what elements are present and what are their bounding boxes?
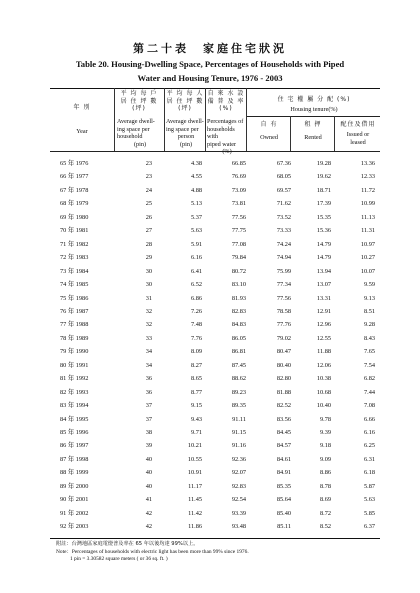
table-title-english-line-1: Table 20. Housing-Dwelling Space, Percentages of Households with Piped [75, 59, 345, 69]
cell-owned: 73.33 [276, 227, 291, 235]
cell-piped-water: 77.08 [231, 240, 246, 248]
cell-household-space: 32 [145, 321, 152, 329]
cell-year: 68 年 1979 [60, 200, 89, 208]
cell-person-space: 11.45 [188, 496, 202, 504]
cell-piped-water: 83.10 [231, 281, 246, 289]
cell-piped-water: 93.39 [231, 509, 246, 517]
cell-person-space: 6.52 [190, 281, 202, 289]
cell-rented: 12.91 [316, 307, 331, 315]
cell-piped-water: 91.16 [231, 442, 246, 450]
cell-rented: 17.39 [316, 200, 331, 208]
table-title-english [40, 57, 380, 85]
cell-person-space: 9.43 [190, 415, 202, 423]
cell-person-space: 11.17 [188, 482, 202, 490]
cell-issued: 6.31 [363, 455, 375, 463]
cell-household-space: 25 [145, 200, 152, 208]
cell-piped-water: 92.36 [231, 455, 246, 463]
table-row [50, 345, 380, 358]
header-piped-water-zh: 自 來 水 設 備 普 及 率 (%) [207, 90, 245, 113]
table-row [50, 197, 380, 210]
cell-piped-water: 79.84 [231, 254, 246, 262]
cell-issued: 7.44 [363, 388, 375, 396]
cell-issued: 9.59 [363, 281, 375, 289]
cell-rented: 10.38 [316, 375, 331, 383]
table-row [50, 453, 380, 466]
cell-rented: 13.07 [316, 281, 331, 289]
cell-piped-water: 88.62 [231, 375, 246, 383]
table-row [50, 211, 380, 224]
cell-household-space: 23 [145, 173, 152, 181]
header-person-space-en: Average dwell- ing space per person (pin) [166, 118, 204, 148]
cell-person-space: 5.37 [190, 213, 202, 221]
cell-person-space: 5.13 [190, 200, 202, 208]
cell-person-space: 5.91 [190, 240, 202, 248]
cell-owned: 84.61 [276, 455, 291, 463]
header-divider [290, 116, 291, 151]
cell-year: 74 年 1985 [60, 281, 89, 289]
cell-piped-water: 86.81 [231, 348, 246, 356]
table-row [50, 238, 380, 251]
cell-person-space: 4.55 [190, 173, 202, 181]
table-row [50, 466, 380, 479]
cell-rented: 9.39 [319, 429, 331, 436]
cell-rented: 12.06 [316, 361, 331, 369]
cell-person-space: 6.41 [190, 267, 202, 275]
cell-owned: 67.36 [276, 160, 291, 167]
cell-rented: 12.96 [316, 321, 331, 329]
cell-year: 76 年 1987 [60, 307, 89, 315]
table-row [50, 399, 380, 412]
cell-year: 91 年 2002 [60, 509, 89, 517]
header-owned-zh: 自 有 [260, 121, 278, 128]
cell-person-space: 6.86 [190, 294, 202, 302]
cell-household-space: 30 [145, 281, 152, 289]
cell-piped-water: 92.07 [231, 469, 246, 477]
table-row [50, 480, 380, 493]
cell-issued: 5.87 [363, 482, 375, 490]
cell-household-space: 38 [145, 429, 152, 436]
cell-year: 81 年 1992 [60, 375, 89, 383]
cell-household-space: 34 [145, 361, 152, 369]
header-year-zh: 年 別 [73, 104, 91, 111]
cell-year: 88 年 1999 [60, 469, 89, 477]
cell-piped-water: 73.81 [231, 200, 246, 208]
cell-person-space: 7.26 [190, 307, 202, 315]
cell-year: 67 年 1978 [60, 186, 89, 194]
cell-household-space: 37 [145, 415, 152, 423]
header-household-space-en: Average dwell- ing space per household (pin) [117, 118, 155, 148]
cell-piped-water: 77.75 [231, 227, 246, 235]
cell-year: 85 年 1996 [60, 429, 89, 436]
header-rented-zh: 租 押 [304, 121, 322, 128]
cell-year: 92 年 2003 [60, 523, 89, 531]
header-tenure-zh: 住 宅 權 屬 分 配 (%) [277, 96, 351, 103]
cell-rented: 9.78 [319, 415, 331, 423]
cell-year: 83 年 1994 [60, 402, 89, 410]
cell-person-space: 9.71 [190, 429, 202, 436]
cell-household-space: 40 [145, 482, 152, 490]
cell-rented: 18.71 [316, 186, 331, 194]
cell-owned: 83.56 [276, 415, 291, 423]
cell-piped-water: 81.93 [231, 294, 246, 302]
table-row [50, 292, 380, 305]
table-title-english-line-2: Water and Housing Tenure, 1976 - 2003 [137, 73, 283, 83]
cell-person-space: 8.09 [190, 348, 202, 356]
table-row [50, 359, 380, 372]
cell-issued: 9.28 [363, 321, 375, 329]
cell-person-space: 11.86 [188, 523, 202, 531]
cell-household-space: 28 [145, 240, 152, 248]
cell-owned: 74.24 [276, 240, 291, 248]
table-row [50, 493, 380, 506]
cell-issued: 10.99 [360, 200, 375, 208]
cell-piped-water: 80.72 [231, 267, 246, 275]
cell-owned: 68.05 [276, 173, 291, 181]
cell-year: 89 年 2000 [60, 482, 89, 490]
cell-issued: 6.16 [363, 429, 375, 436]
cell-year: 65 年 1976 [60, 160, 89, 167]
cell-piped-water: 87.45 [231, 361, 246, 369]
cell-piped-water: 92.83 [231, 482, 246, 490]
header-person-space-zh: 平 均 每 人 居 住 坪 數 (坪) [166, 90, 204, 113]
cell-owned: 71.62 [276, 200, 291, 208]
cell-rented: 9.09 [319, 455, 331, 463]
cell-household-space: 30 [145, 267, 152, 275]
header-issued-zh: 配住及借用 [340, 121, 376, 128]
cell-owned: 82.52 [276, 402, 291, 410]
cell-owned: 81.88 [276, 388, 291, 396]
cell-person-space: 10.21 [187, 442, 202, 450]
cell-person-space: 4.38 [190, 160, 202, 167]
cell-person-space: 5.63 [190, 227, 202, 235]
cell-year: 69 年 1980 [60, 213, 89, 221]
cell-issued: 5.85 [363, 509, 375, 517]
cell-piped-water: 76.69 [231, 173, 246, 181]
cell-household-space: 34 [145, 348, 152, 356]
cell-issued: 11.72 [361, 186, 375, 194]
table-row [50, 278, 380, 291]
cell-household-space: 23 [145, 160, 152, 167]
cell-household-space: 33 [145, 334, 152, 342]
cell-year: 79 年 1990 [60, 348, 89, 356]
table-row [50, 305, 380, 318]
cell-owned: 85.64 [276, 496, 291, 504]
cell-year: 72 年 1983 [60, 254, 89, 262]
cell-issued: 5.63 [363, 496, 375, 504]
cell-owned: 84.57 [276, 442, 291, 450]
cell-issued: 6.25 [363, 442, 375, 450]
table-row [50, 413, 380, 426]
table-bottom-rule [50, 538, 380, 539]
cell-owned: 85.11 [277, 523, 291, 531]
header-divider [114, 88, 115, 151]
cell-rented: 8.72 [319, 509, 331, 517]
cell-rented: 13.31 [316, 294, 331, 302]
table-row [50, 386, 380, 399]
cell-rented: 10.68 [316, 388, 331, 396]
cell-issued: 7.08 [363, 402, 375, 410]
cell-household-space: 42 [145, 509, 152, 517]
header-tenure-en: Housing tenure(%) [290, 106, 338, 113]
cell-year: 82 年 1993 [60, 388, 89, 396]
cell-year: 86 年 1997 [60, 442, 89, 450]
table-row [50, 184, 380, 197]
cell-person-space: 7.76 [190, 334, 202, 342]
cell-owned: 69.57 [276, 186, 291, 194]
cell-issued: 7.54 [363, 361, 375, 369]
cell-rented: 12.55 [316, 334, 331, 342]
header-year-en: Year [76, 128, 88, 135]
tenure-subheader-rule [246, 116, 380, 117]
cell-person-space: 10.55 [187, 455, 202, 463]
table-row [50, 439, 380, 452]
cell-rented: 8.78 [319, 482, 331, 490]
cell-piped-water: 91.11 [232, 415, 246, 423]
note-chinese: 附註：台灣地區家庭電燈普及率在 65 年以後均達 99%以上。 [56, 541, 199, 547]
cell-household-space: 26 [145, 213, 152, 221]
cell-person-space: 6.16 [190, 254, 202, 262]
cell-issued: 11.13 [361, 213, 375, 221]
cell-issued: 7.65 [363, 348, 375, 356]
cell-year: 78 年 1989 [60, 334, 89, 342]
cell-year: 73 年 1984 [60, 267, 89, 275]
cell-owned: 85.40 [276, 509, 291, 517]
header-piped-water-en: Percentages of households with piped water (%) [207, 118, 244, 156]
cell-rented: 8.86 [319, 469, 331, 477]
cell-person-space: 8.65 [190, 375, 202, 383]
cell-rented: 8.69 [319, 496, 331, 504]
cell-issued: 6.18 [363, 469, 375, 477]
cell-owned: 85.35 [276, 482, 291, 490]
cell-household-space: 37 [145, 402, 152, 410]
cell-issued: 10.27 [360, 254, 375, 262]
cell-owned: 84.91 [276, 469, 291, 477]
table-row [50, 520, 380, 533]
cell-year: 66 年 1977 [60, 173, 89, 181]
cell-household-space: 27 [145, 227, 152, 235]
cell-owned: 77.34 [276, 281, 291, 289]
cell-year: 90 年 2001 [60, 496, 89, 504]
cell-year: 71 年 1982 [60, 240, 89, 248]
table-top-rule [50, 88, 380, 89]
table-row [50, 318, 380, 331]
cell-piped-water: 89.35 [231, 402, 246, 410]
cell-rented: 14.79 [316, 240, 331, 248]
cell-piped-water: 92.54 [231, 496, 246, 504]
cell-year: 70 年 1981 [60, 227, 89, 235]
table-row [50, 265, 380, 278]
cell-person-space: 8.77 [190, 388, 202, 396]
cell-issued: 6.82 [363, 375, 375, 383]
cell-owned: 79.02 [276, 334, 291, 342]
table-title-chinese: 第二十表 家庭住宅狀況 [133, 42, 287, 55]
cell-household-space: 32 [145, 307, 152, 315]
header-divider [164, 88, 165, 151]
header-rented-en: Rented [304, 134, 322, 141]
cell-issued: 13.36 [360, 160, 375, 167]
cell-issued: 9.13 [363, 294, 375, 302]
cell-rented: 10.40 [316, 402, 331, 410]
cell-rented: 19.28 [316, 160, 331, 167]
cell-household-space: 40 [145, 469, 152, 477]
cell-issued: 8.51 [363, 307, 375, 315]
cell-person-space: 8.27 [190, 361, 202, 369]
cell-piped-water: 82.83 [231, 307, 246, 315]
cell-issued: 10.07 [360, 267, 375, 275]
cell-owned: 78.58 [276, 307, 291, 315]
cell-household-space: 36 [145, 388, 152, 396]
cell-owned: 80.47 [276, 348, 291, 356]
cell-household-space: 42 [145, 523, 152, 531]
table-row [50, 251, 380, 264]
cell-rented: 9.18 [319, 442, 331, 450]
cell-household-space: 41 [145, 496, 152, 504]
cell-household-space: 31 [145, 294, 152, 302]
cell-issued: 6.37 [363, 523, 375, 531]
cell-rented: 11.88 [317, 348, 331, 356]
cell-rented: 14.79 [316, 254, 331, 262]
cell-year: 77 年 1988 [60, 321, 89, 329]
cell-rented: 13.94 [316, 267, 331, 275]
table-row [50, 426, 380, 439]
cell-issued: 6.66 [363, 415, 375, 423]
table-row [50, 507, 380, 520]
cell-owned: 77.76 [276, 321, 291, 329]
cell-piped-water: 84.83 [231, 321, 246, 329]
cell-year: 87 年 1998 [60, 455, 89, 463]
cell-household-space: 29 [145, 254, 152, 262]
cell-owned: 77.56 [276, 294, 291, 302]
cell-owned: 74.94 [276, 254, 291, 262]
header-owned-en: Owned [260, 134, 278, 141]
cell-household-space: 36 [145, 375, 152, 383]
cell-owned: 84.45 [276, 429, 291, 436]
cell-rented: 15.35 [316, 213, 331, 221]
cell-year: 75 年 1986 [60, 294, 89, 302]
cell-piped-water: 91.15 [231, 429, 246, 436]
cell-issued: 10.97 [360, 240, 375, 248]
header-issued-en: Issued or leased [346, 131, 370, 146]
table-row [50, 157, 380, 170]
note-english: Note：Percentages of households with electric light has been more than 99% since 1976. [56, 549, 249, 555]
cell-piped-water: 77.56 [231, 213, 246, 221]
cell-household-space: 40 [145, 455, 152, 463]
header-household-space-zh: 平 均 每 戶 居 住 坪 數 (坪) [120, 90, 158, 113]
cell-piped-water: 66.85 [231, 160, 246, 167]
cell-household-space: 39 [145, 442, 152, 450]
cell-rented: 15.36 [316, 227, 331, 235]
cell-piped-water: 93.48 [231, 523, 246, 531]
cell-owned: 80.40 [276, 361, 291, 369]
table-row [50, 372, 380, 385]
cell-piped-water: 89.23 [231, 388, 246, 396]
table-row [50, 332, 380, 345]
cell-person-space: 4.88 [190, 186, 202, 194]
cell-piped-water: 86.05 [231, 334, 246, 342]
cell-owned: 75.99 [276, 267, 291, 275]
cell-issued: 12.33 [360, 173, 375, 181]
cell-rented: 8.52 [319, 523, 331, 531]
cell-year: 84 年 1995 [60, 415, 89, 423]
cell-person-space: 9.15 [190, 402, 202, 410]
cell-person-space: 11.42 [188, 509, 202, 517]
table-row [50, 170, 380, 183]
note-pin-conversion: 1 pin = 3.30582 square meters ( or 36 sq. ft. ) [70, 556, 168, 562]
cell-rented: 19.62 [316, 173, 331, 181]
cell-person-space: 7.48 [190, 321, 202, 329]
cell-issued: 8.43 [363, 334, 375, 342]
cell-piped-water: 73.09 [231, 186, 246, 194]
cell-issued: 11.31 [361, 227, 375, 235]
cell-year: 80 年 1991 [60, 361, 89, 369]
cell-owned: 82.80 [276, 375, 291, 383]
header-divider [334, 116, 335, 151]
cell-household-space: 24 [145, 186, 152, 194]
cell-person-space: 10.91 [187, 469, 202, 477]
cell-owned: 73.52 [276, 213, 291, 221]
table-row [50, 224, 380, 237]
